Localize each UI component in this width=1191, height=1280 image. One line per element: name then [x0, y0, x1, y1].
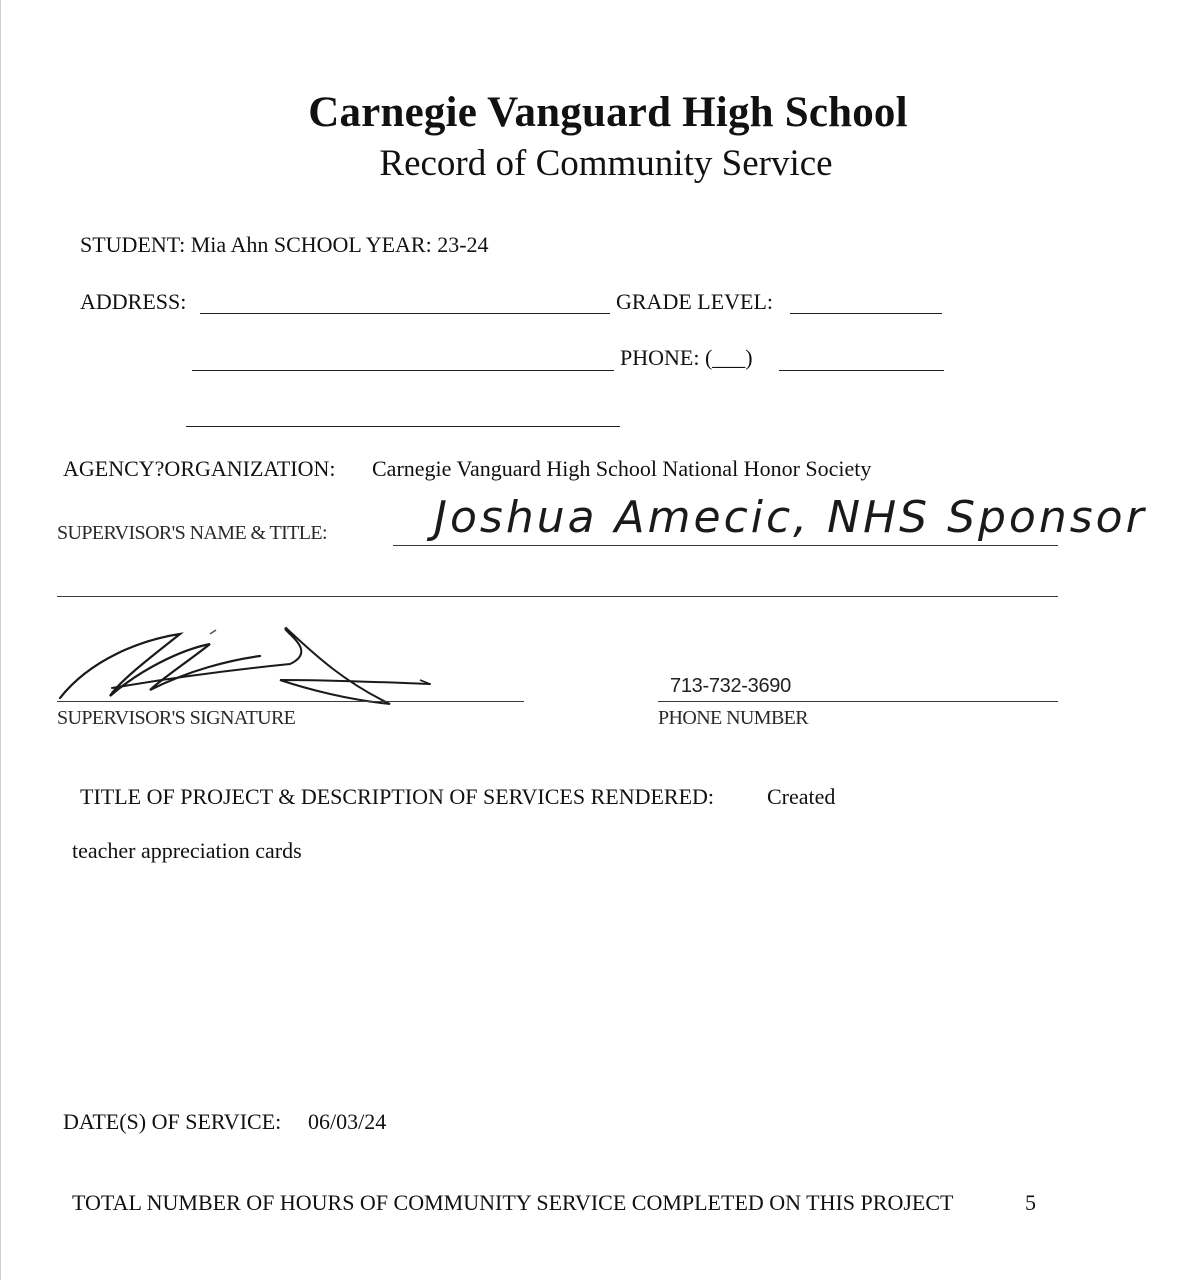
supervisor-signature-label: SUPERVISOR'S SIGNATURE	[57, 707, 296, 729]
agency-label: AGENCY?ORGANIZATION:	[63, 456, 336, 481]
total-hours-value: 5	[1025, 1190, 1036, 1215]
grade-level-label: GRADE LEVEL:	[616, 289, 774, 314]
phone-label: PHONE: (___)	[620, 345, 753, 370]
page-edge	[0, 0, 1, 1280]
supervisor-name-field[interactable]	[393, 545, 1058, 546]
agency-value: Carnegie Vanguard High School National Honor Society	[372, 456, 872, 481]
supervisor-phone-field[interactable]	[658, 701, 1058, 702]
total-hours-label: TOTAL NUMBER OF HOURS OF COMMUNITY SERVICE COMPLETED ON THIS PROJECT	[72, 1190, 954, 1215]
project-description-part2: teacher appreciation cards	[72, 838, 302, 863]
address-line-3[interactable]	[186, 426, 620, 427]
address-label: ADDRESS:	[80, 289, 187, 314]
form-title: Record of Community Service	[379, 143, 833, 184]
school-name-heading: Carnegie Vanguard High School	[308, 89, 908, 136]
supervisor-phone-label: PHONE NUMBER	[658, 707, 809, 729]
project-title-label: TITLE OF PROJECT & DESCRIPTION OF SERVICES RENDERED:	[80, 784, 715, 809]
dates-of-service-label: DATE(S) OF SERVICE:	[63, 1109, 282, 1134]
supervisor-signature-field[interactable]	[57, 701, 524, 702]
project-description-part1: Created	[767, 784, 836, 809]
supervisor-signature-drawing	[50, 620, 530, 720]
address-line-1[interactable]	[200, 313, 610, 314]
student-line: STUDENT: Mia Ahn SCHOOL YEAR: 23-24	[80, 232, 489, 257]
phone-field[interactable]	[779, 370, 944, 371]
grade-level-field[interactable]	[790, 313, 942, 314]
supervisor-phone-value: 713-732-3690	[670, 675, 791, 697]
address-line-2[interactable]	[192, 370, 614, 371]
supervisor-name-label: SUPERVISOR'S NAME & TITLE:	[57, 522, 327, 544]
supervisor-name-handwritten: Joshua Amecic, NHS Sponsor	[434, 492, 1147, 543]
supervisor-name-line-2[interactable]	[57, 596, 1058, 597]
dates-of-service-value: 06/03/24	[308, 1109, 387, 1134]
